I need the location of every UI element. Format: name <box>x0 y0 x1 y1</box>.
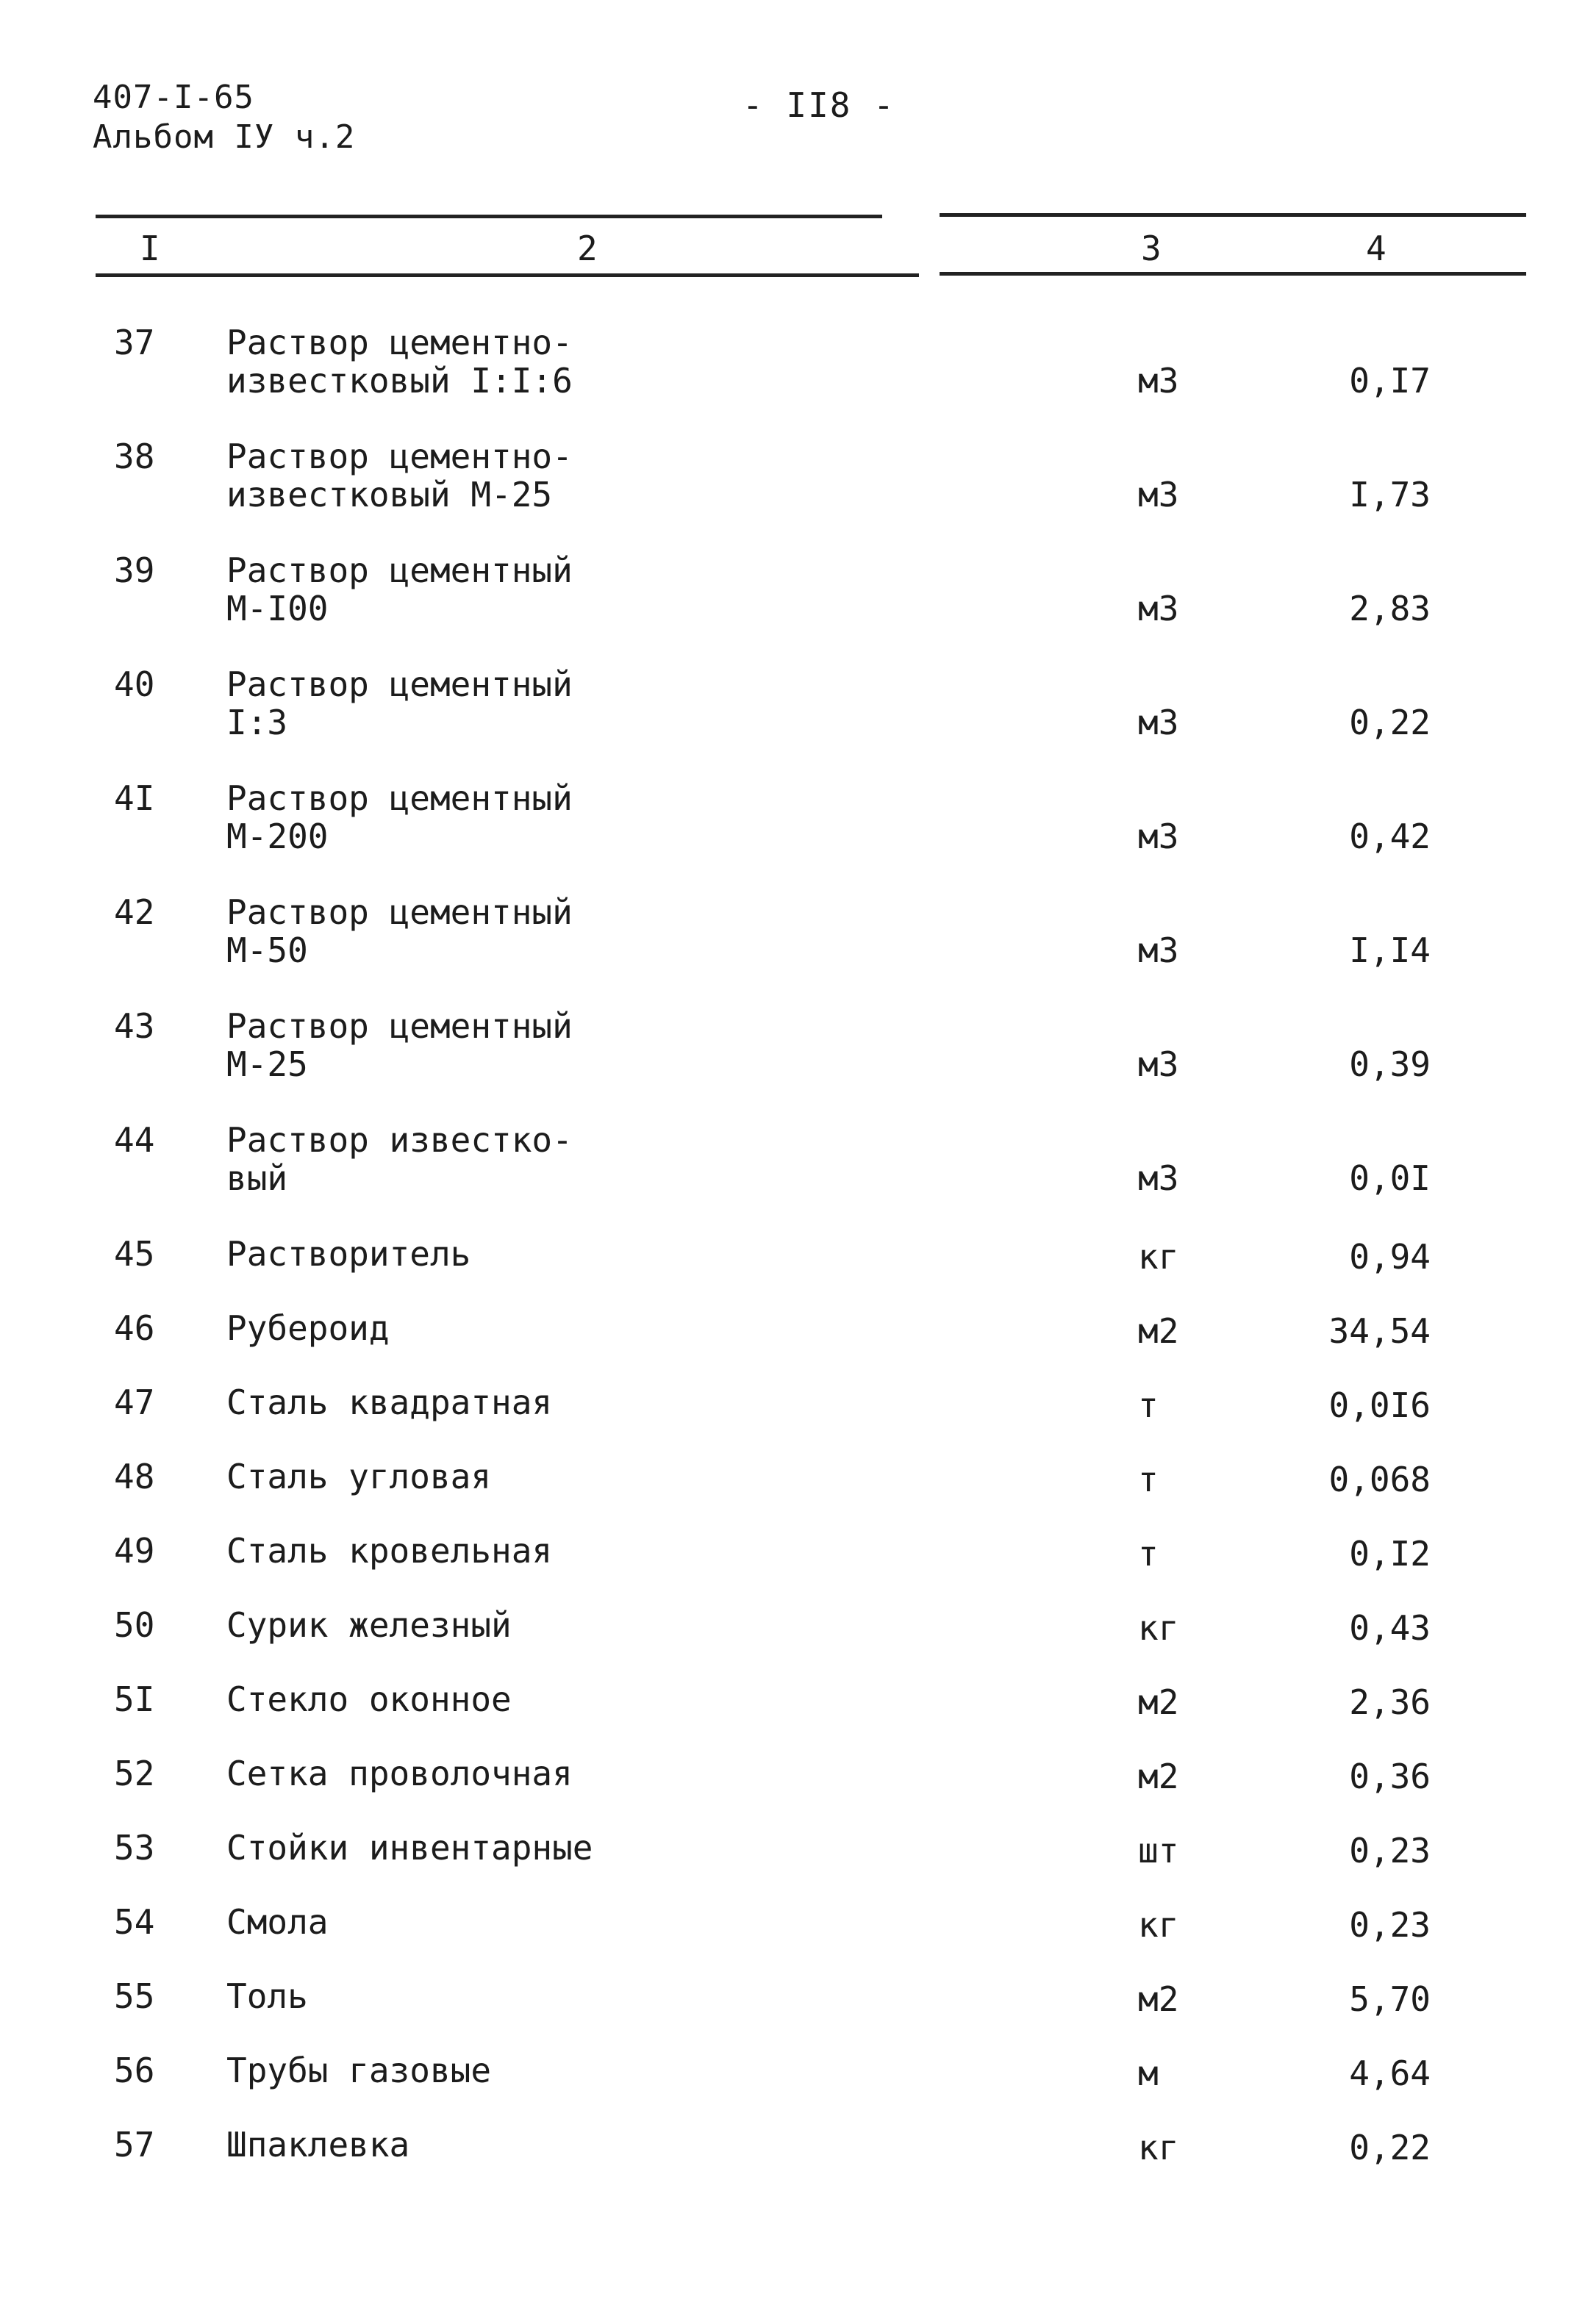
row-number: 38 <box>114 437 155 476</box>
row-number: 54 <box>114 1902 155 1942</box>
row-number: 57 <box>114 2125 155 2165</box>
material-name: Раствор цементный М-I00 <box>226 550 573 628</box>
table-row <box>0 437 1585 551</box>
material-name: Раствор известко- вый <box>226 1120 573 1198</box>
row-number: 55 <box>114 1976 155 2016</box>
unit: шт <box>1138 1831 1179 1871</box>
row-number: 39 <box>114 550 155 590</box>
unit: кг <box>1138 1237 1179 1277</box>
quantity: 34,54 <box>1328 1311 1431 1351</box>
row-number: 52 <box>114 1754 155 1793</box>
material-name: Сетка проволочная <box>226 1754 573 1793</box>
row-number: 40 <box>114 664 155 704</box>
column-header-4: 4 <box>1366 229 1387 268</box>
row-number: 43 <box>114 1006 155 1046</box>
unit: м3 <box>1138 817 1179 856</box>
document-code-line1: 407-I-65 <box>93 79 254 116</box>
header-top-rule <box>96 215 882 218</box>
unit: м3 <box>1138 475 1179 514</box>
table-row <box>0 1309 1585 1383</box>
table-row <box>0 893 1585 1007</box>
table-row <box>0 1121 1585 1235</box>
quantity: 2,83 <box>1349 589 1431 628</box>
unit: м3 <box>1138 589 1179 628</box>
row-number: 42 <box>114 892 155 932</box>
row-number: 56 <box>114 2051 155 2090</box>
unit: м3 <box>1138 361 1179 401</box>
material-name: Толь <box>226 1976 308 2016</box>
quantity: 5,70 <box>1349 1979 1431 2019</box>
row-number: 4I <box>114 778 155 818</box>
unit: кг <box>1138 1905 1179 1945</box>
unit: кг <box>1138 1608 1179 1648</box>
row-number: 47 <box>114 1382 155 1422</box>
unit: м <box>1138 2054 1159 2093</box>
table-row <box>0 551 1585 665</box>
row-number: 46 <box>114 1308 155 1348</box>
quantity: 0,068 <box>1328 1460 1431 1499</box>
table-row <box>0 1680 1585 1754</box>
material-name: Сталь квадратная <box>226 1382 553 1422</box>
table-row <box>0 1903 1585 1977</box>
quantity: 0,94 <box>1349 1237 1431 1277</box>
quantity: 0,43 <box>1349 1608 1431 1648</box>
material-name: Растворитель <box>226 1234 471 1274</box>
row-number: 45 <box>114 1234 155 1274</box>
quantity: 0,0I6 <box>1328 1385 1431 1425</box>
row-number: 37 <box>114 323 155 362</box>
table-row <box>0 2051 1585 2126</box>
quantity: 0,22 <box>1349 2128 1431 2167</box>
column-header-2: 2 <box>577 229 598 268</box>
unit: т <box>1138 1460 1159 1499</box>
material-name: Стекло оконное <box>226 1679 512 1719</box>
quantity: 0,23 <box>1349 1831 1431 1871</box>
row-number: 48 <box>114 1457 155 1496</box>
unit: кг <box>1138 2128 1179 2167</box>
unit: м3 <box>1138 1044 1179 1084</box>
quantity: 0,0I <box>1349 1158 1431 1198</box>
material-name: Раствор цементно- известковый I:I:6 <box>226 323 573 401</box>
table-row <box>0 1457 1585 1532</box>
header-bottom-rule <box>96 273 919 277</box>
quantity: 4,64 <box>1349 2054 1431 2093</box>
quantity: 0,I2 <box>1349 1534 1431 1574</box>
table-row <box>0 1977 1585 2051</box>
material-name: Раствор цементный М-25 <box>226 1006 573 1084</box>
unit: м3 <box>1138 1158 1179 1198</box>
table-row <box>0 323 1585 437</box>
quantity: I,I4 <box>1349 930 1431 970</box>
material-name: Раствор цементный М-50 <box>226 892 573 970</box>
unit: т <box>1138 1534 1159 1574</box>
table-row <box>0 665 1585 779</box>
unit: м2 <box>1138 1682 1179 1722</box>
quantity: I,73 <box>1349 475 1431 514</box>
material-name: Сурик железный <box>226 1605 512 1645</box>
row-number: 5I <box>114 1679 155 1719</box>
column-header-1: I <box>140 229 160 268</box>
header-bottom-rule <box>940 272 1526 276</box>
material-name: Раствор цементно- известковый М-25 <box>226 437 573 514</box>
quantity: 0,22 <box>1349 703 1431 742</box>
row-number: 53 <box>114 1828 155 1868</box>
document-code-line2: Альбом IУ ч.2 <box>93 118 356 156</box>
material-name: Раствор цементный М-200 <box>226 778 573 856</box>
header-top-rule <box>940 213 1526 217</box>
table-row <box>0 1235 1585 1309</box>
row-number: 44 <box>114 1120 155 1160</box>
row-number: 49 <box>114 1531 155 1571</box>
quantity: 0,42 <box>1349 817 1431 856</box>
table-row <box>0 1383 1585 1457</box>
material-name: Смола <box>226 1902 329 1942</box>
document-code <box>93 78 355 157</box>
material-name: Рубероид <box>226 1308 390 1348</box>
table-row <box>0 1532 1585 1606</box>
quantity: 0,39 <box>1349 1044 1431 1084</box>
column-header-3: 3 <box>1141 229 1162 268</box>
unit: т <box>1138 1385 1159 1425</box>
unit: м2 <box>1138 1757 1179 1796</box>
quantity: 0,23 <box>1349 1905 1431 1945</box>
row-number: 50 <box>114 1605 155 1645</box>
page-number: - II8 - <box>743 85 895 125</box>
materials-table <box>0 323 1585 2200</box>
material-name: Шпаклевка <box>226 2125 410 2165</box>
quantity: 2,36 <box>1349 1682 1431 1722</box>
table-row <box>0 2126 1585 2200</box>
table-row <box>0 1606 1585 1680</box>
material-name: Сталь кровельная <box>226 1531 553 1571</box>
unit: м3 <box>1138 930 1179 970</box>
material-name: Трубы газовые <box>226 2051 492 2090</box>
unit: м3 <box>1138 703 1179 742</box>
quantity: 0,I7 <box>1349 361 1431 401</box>
material-name: Сталь угловая <box>226 1457 492 1496</box>
unit: м2 <box>1138 1979 1179 2019</box>
material-name: Раствор цементный I:3 <box>226 664 573 742</box>
table-row <box>0 1007 1585 1121</box>
unit: м2 <box>1138 1311 1179 1351</box>
table-row <box>0 1829 1585 1903</box>
quantity: 0,36 <box>1349 1757 1431 1796</box>
material-name: Стойки инвентарные <box>226 1828 593 1868</box>
table-row <box>0 779 1585 893</box>
table-row <box>0 1754 1585 1829</box>
